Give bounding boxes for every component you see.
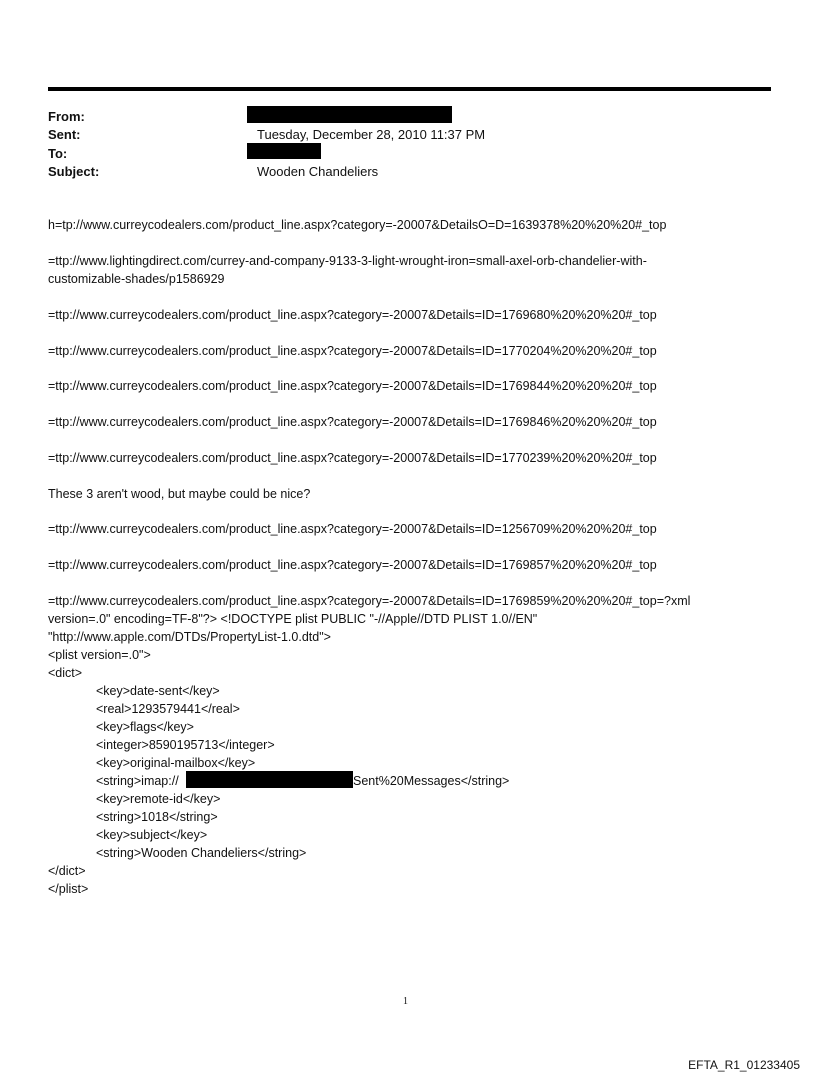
subject-value: Wooden Chandeliers — [257, 164, 379, 179]
xml-line: <key>date-sent</key> — [96, 684, 220, 698]
xml-line: Sent%20Messages</string> — [353, 774, 510, 788]
xml-line: <real>1293579441</real> — [96, 702, 240, 716]
sent-value: Tuesday, December 28, 2010 11:37 PM — [257, 127, 486, 142]
link-line: =ttp://www.curreycodealers.com/product_line.aspx?category=-20007&Details=ID=1769859%20%20%20#_top=?xml — [48, 594, 691, 608]
document-id: EFTA_R1_01233405 — [688, 1058, 800, 1072]
link-line: =ttp://www.curreycodealers.com/product_line.aspx?category=-20007&Details=ID=1769844%20%20%20#_top — [48, 379, 657, 393]
xml-line: <string>Wooden Chandeliers</string> — [96, 846, 307, 860]
link-line: =ttp://www.curreycodealers.com/product_line.aspx?category=-20007&Details=ID=1770204%20%20%20#_top — [48, 344, 657, 358]
sent-label: Sent: — [48, 127, 81, 142]
xml-line: </plist> — [48, 882, 89, 896]
link-line: h=tp://www.curreycodealers.com/product_line.aspx?category=-20007&DetailsO=D=1639378%20%20%20#_top — [48, 218, 667, 232]
xml-line: version=.0" encoding=TF-8"?> <!DOCTYPE plist PUBLIC "-//Apple//DTD PLIST 1.0//EN" — [48, 612, 538, 626]
link-line: customizable-shades/p1586929 — [48, 272, 225, 286]
xml-line: <integer>8590195713</integer> — [96, 738, 275, 752]
link-line: =ttp://www.lightingdirect.com/currey-and-company-9133-3-light-wrought-iron=small-axel-orb-chandelier-with- — [48, 254, 647, 268]
xml-line: <key>original-mailbox</key> — [96, 756, 256, 770]
xml-line: <string>1018</string> — [96, 810, 218, 824]
xml-line: <key>subject</key> — [96, 828, 208, 842]
link-line: =ttp://www.curreycodealers.com/product_line.aspx?category=-20007&Details=ID=1769846%20%20%20#_top — [48, 415, 657, 429]
xml-line: <dict> — [48, 666, 83, 680]
link-line: =ttp://www.curreycodealers.com/product_line.aspx?category=-20007&Details=ID=1769680%20%20%20#_top — [48, 308, 657, 322]
redacted-to — [247, 143, 321, 159]
to-label: To: — [48, 146, 68, 161]
subject-label: Subject: — [48, 164, 100, 179]
link-line: =ttp://www.curreycodealers.com/product_line.aspx?category=-20007&Details=ID=1256709%20%20%20#_top — [48, 522, 657, 536]
xml-line: <key>remote-id</key> — [96, 792, 221, 806]
redacted-mailbox — [186, 771, 353, 788]
xml-line: "http://www.apple.com/DTDs/PropertyList-1.0.dtd"> — [48, 630, 331, 644]
header-rule — [48, 87, 771, 91]
page-number: 1 — [403, 996, 408, 1007]
xml-line: <plist version=.0"> — [48, 648, 151, 662]
note-line: These 3 aren't wood, but maybe could be nice? — [48, 487, 311, 501]
link-line: =ttp://www.curreycodealers.com/product_line.aspx?category=-20007&Details=ID=1769857%20%20%20#_top — [48, 558, 657, 572]
redacted-from — [247, 106, 452, 123]
from-label: From: — [48, 109, 85, 124]
link-line: =ttp://www.curreycodealers.com/product_line.aspx?category=-20007&Details=ID=1770239%20%20%20#_top — [48, 451, 657, 465]
xml-line: </dict> — [48, 864, 86, 878]
xml-line: <string>imap:// — [96, 774, 179, 788]
xml-line: <key>flags</key> — [96, 720, 194, 734]
